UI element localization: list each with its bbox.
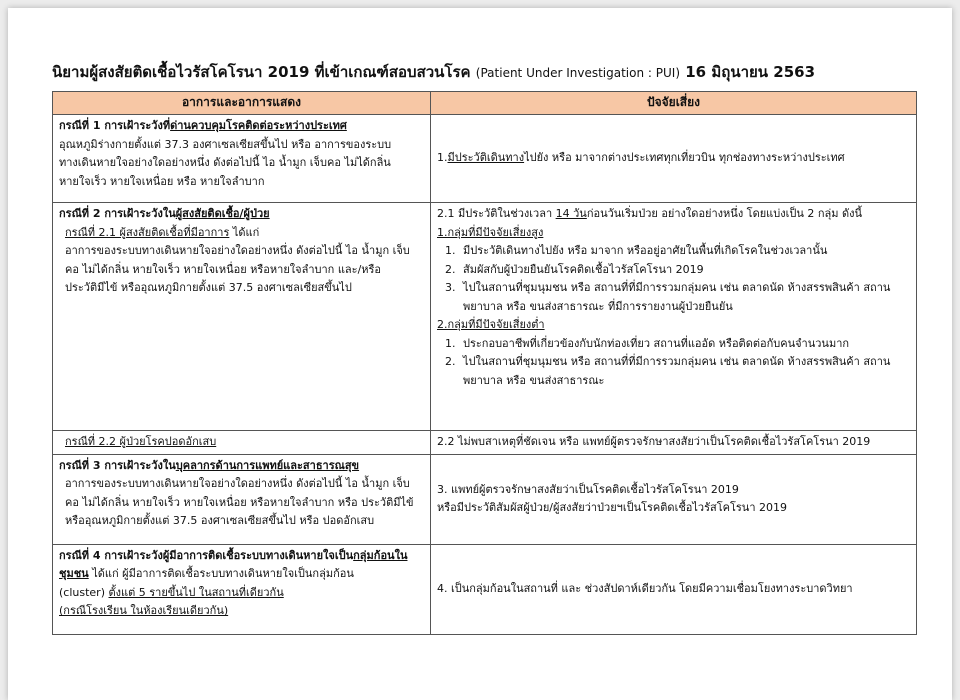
case3-heading: กรณีที่ 3 การเฝ้าระวังในบุคลากรด้านการแพทย์และสาธารณสุข xyxy=(59,458,360,472)
case1-symptoms-cell xyxy=(53,115,431,203)
header-symptoms: อาการและอาการแสดง xyxy=(53,92,431,115)
case1-line2: ทางเดินหายใจอย่างใดอย่างหนึ่ง ดังต่อไปนี้ ไอ น้ำมูก เจ็บคอ ไม่ได้กลิ่น xyxy=(59,156,391,169)
list-item: 1. ประกอบอาชีพที่เกี่ยวข้องกับนักท่องเที่ยว สถานที่แออัด หรือติดต่อกับคนจำนวนมาก xyxy=(459,335,910,354)
case2-heading: กรณีที่ 2 การเฝ้าระวังในผู้สงสัยติดเชื้อ/ผู้ป่วย xyxy=(59,207,270,220)
title-thai: นิยามผู้สงสัยติดเชื้อไวรัสโคโรนา 2019 ที่เข้าเกณฑ์สอบสวนโรค xyxy=(52,63,471,81)
table-header-row xyxy=(53,92,917,115)
case3-line1: อาการของระบบทางเดินหายใจอย่างใดอย่างหนึ่ง ดังต่อไปนี้ ไอ น้ำมูก เจ็บ xyxy=(65,477,410,490)
table-row-case2 xyxy=(53,203,917,431)
case3-risk-line1: 3. แพทย์ผู้ตรวจรักษาสงสัยว่าเป็นโรคติดเชื้อไวรัสโคโรนา 2019 xyxy=(437,482,739,496)
title-english: (Patient Under Investigation : PUI) xyxy=(475,66,681,80)
case1-risk-cell: 1.มีประวัติเดินทางไปยัง หรือ มาจากต่างประเทศทุกเที่ยวบิน ทุกช่องทางระหว่างประเทศ xyxy=(431,115,917,203)
low-risk-group-label: 2.กลุ่มที่มีปัจจัยเสี่ยงต่ำ xyxy=(437,318,545,331)
table-row-case4 xyxy=(53,544,917,634)
case1-line1: อุณหภูมิร่างกายตั้งแต่ 37.3 องศาเซลเซียสขึ้นไป หรือ อาการของระบบ xyxy=(59,137,392,151)
list-item: 1. มีประวัติเดินทางไปยัง หรือ มาจาก หรืออยู่อาศัยในพื้นที่เกิดโรคในช่วงเวลานั้น xyxy=(459,242,910,261)
case1-heading: กรณีที่ 1 การเฝ้าระวังที่ด่านควบคุมโรคติดต่อระหว่างประเทศ xyxy=(59,119,347,132)
case3-line2: คอ ไม่ได้กลิ่น หายใจเร็ว หายใจเหนื่อย หรือหายใจลำบาก หรือ ประวัติมีไข้ xyxy=(65,495,414,509)
case2-risk-cell xyxy=(431,203,917,431)
case22-label: กรณีที่ 2.2 ผู้ป่วยโรคปอดอักเสบ xyxy=(65,435,217,448)
table-row-case1 xyxy=(53,115,917,203)
title-date: 16 มิถุนายน 2563 xyxy=(685,63,816,81)
case3-symptoms-cell xyxy=(53,454,431,544)
case21-subheading: กรณีที่ 2.1 ผู้สงสัยติดเชื้อที่มีอาการ ได้แก่ xyxy=(65,225,260,239)
case21-line3: ประวัติมีไข้ หรืออุณหภูมิกายตั้งแต่ 37.5 องศาเซลเซียสขึ้นไป xyxy=(65,281,352,294)
list-item: 2. ไปในสถานที่ชุมนุมชน หรือ สถานที่ที่มีการรวมกลุ่มคน เช่น ตลาดนัด ห้างสรรพสินค้า สถานพยาบาล หรือ ขนส่งสาธารณะ xyxy=(459,353,910,390)
header-risk-factors: ปัจจัยเสี่ยง xyxy=(431,92,917,115)
table-row-case3 xyxy=(53,454,917,544)
case22-risk-cell: 2.2 ไม่พบสาเหตุที่ชัดเจน หรือ แพทย์ผู้ตรวจรักษาสงสัยว่าเป็นโรคติดเชื้อไวรัสโคโรนา 2019 xyxy=(431,431,917,455)
low-risk-list xyxy=(437,335,910,391)
case22-symptoms-cell xyxy=(53,431,431,455)
table-row-case22 xyxy=(53,431,917,455)
case2-symptoms-cell xyxy=(53,203,431,431)
case4-heading: กรณีที่ 4 การเฝ้าระวังผู้มีอาการติดเชื้อระบบทางเดินหายใจเป็นกลุ่มก้อนในชุมชน ได้แก่ ผู้มีอาการติดเชื้อระบบทางเดินหายใจเป็นกลุ่มก้อน xyxy=(59,548,408,580)
case3-risk-cell xyxy=(431,454,917,544)
document-title xyxy=(52,60,932,84)
case4-line3: (กรณีโรงเรียน ในห้องเรียนเดียวกัน) xyxy=(59,604,229,617)
criteria-table xyxy=(52,91,917,635)
list-item: 3. ไปในสถานที่ชุมนุมชน หรือ สถานที่ที่มีการรวมกลุ่มคน เช่น ตลาดนัด ห้างสรรพสินค้า สถานพยาบาล หรือ ขนส่งสาธารณะ ที่มีการรายงานผู้ป่วยยืนยัน xyxy=(459,279,910,316)
case21-line2: คอ ไม่ได้กลิ่น หายใจเร็ว หายใจเหนื่อย หรือหายใจลำบาก และ/หรือ xyxy=(65,262,382,276)
case1-line3: หายใจเร็ว หายใจเหนื่อย หรือ หายใจลำบาก xyxy=(59,174,265,188)
case4-line2: (cluster) ตั้งแต่ 5 รายขึ้นไป ในสถานที่เดียวกัน xyxy=(59,585,284,599)
case21-line1: อาการของระบบทางเดินหายใจอย่างใดอย่างหนึ่ง ดังต่อไปนี้ ไอ น้ำมูก เจ็บ xyxy=(65,244,410,257)
list-item: 2. สัมผัสกับผู้ป่วยยืนยันโรคติดเชื้อไวรัสโคโรนา 2019 xyxy=(459,261,910,280)
case4-symptoms-cell xyxy=(53,544,431,634)
case3-risk-line2: หรือมีประวัติสัมผัสผู้ป่วย/ผู้สงสัยว่าป่วยฯเป็นโรคติดเชื้อไวรัสโคโรนา 2019 xyxy=(437,501,787,514)
case3-line3: หรืออุณหภูมิกายตั้งแต่ 37.5 องศาเซลเซียสขึ้นไป หรือ ปอดอักเสบ xyxy=(65,514,375,527)
case21-risk-intro: 2.1 มีประวัติในช่วงเวลา 14 วันก่อนวันเริ่มป่วย อย่างใดอย่างหนึ่ง โดยแบ่งเป็น 2 กลุ่ม ดังนี้ xyxy=(437,207,863,220)
high-risk-list xyxy=(437,242,910,316)
high-risk-group-label: 1.กลุ่มที่มีปัจจัยเสี่ยงสูง xyxy=(437,225,544,239)
case4-risk-cell: 4. เป็นกลุ่มก้อนในสถานที่ และ ช่วงสัปดาห์เดียวกัน โดยมีความเชื่อมโยงทางระบาดวิทยา xyxy=(431,544,917,634)
